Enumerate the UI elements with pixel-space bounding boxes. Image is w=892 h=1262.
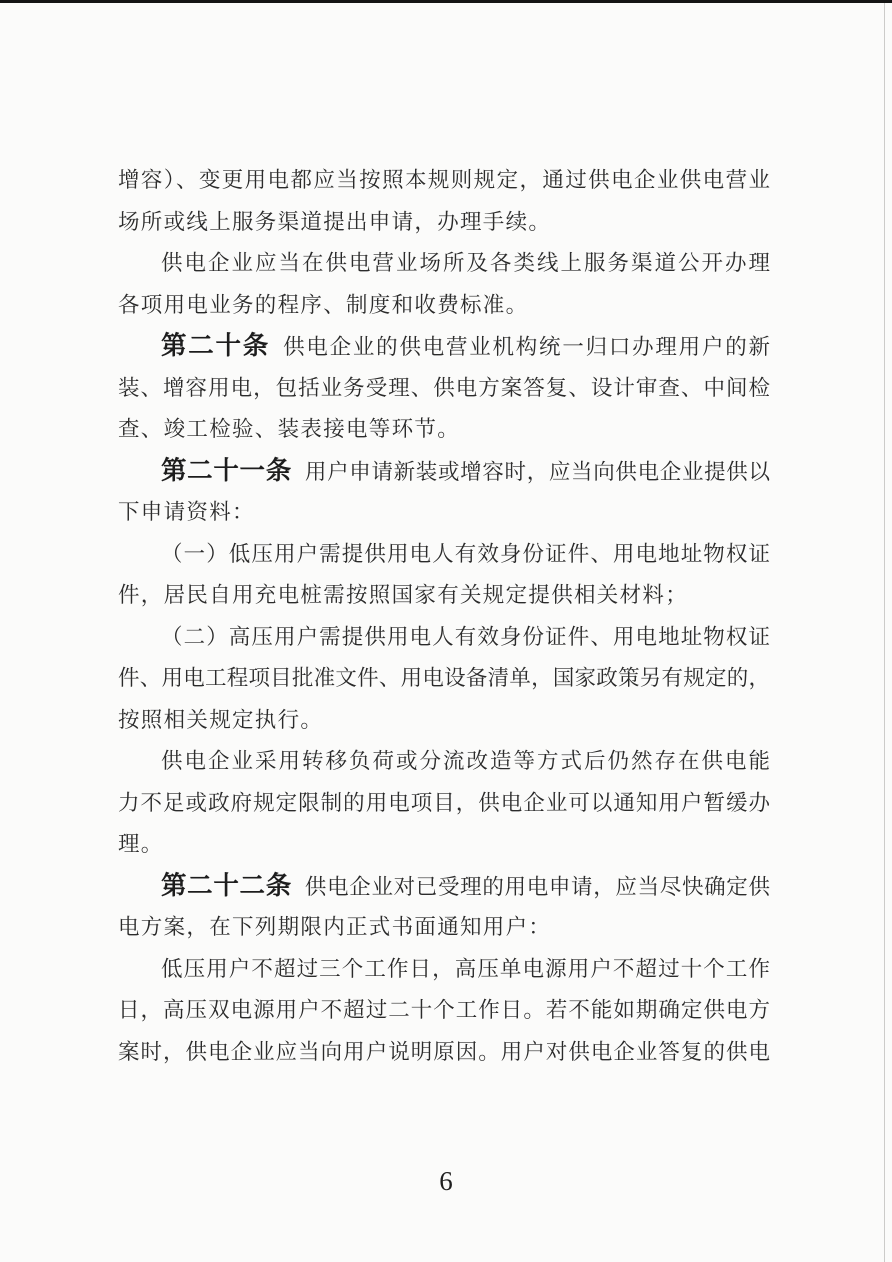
line-text: 用户申请新装或增容时，应当向供电企业提供以 [304,459,770,484]
document-body [118,160,770,1073]
text-line [118,202,770,244]
line-text: 供电企业应当在供电营业场所及各类线上服务渠道公开办理 [161,251,770,275]
text-line [118,243,770,285]
line-text: 场所或线上服务渠道提出申请，办理手续。 [118,209,552,234]
article-number-label: 第二十一条 [161,456,292,485]
text-line [118,492,770,534]
line-text: 案时，供电企业应当向用户说明原因。用户对供电企业答复的供电 [118,1039,770,1064]
text-line [118,741,770,783]
text-line [118,700,770,742]
text-line [118,368,770,410]
text-line [118,658,770,700]
line-text: 力不足或政府规定限制的用电项目，供电企业可以通知用户暂缓办 [118,790,770,815]
line-text: 供电企业对已受理的用电申请，应当尽快确定供 [304,874,770,899]
line-text: 供电企业的供电营业机构统一归口办理用户的新 [283,335,770,359]
page-number: 6 [439,1166,453,1196]
line-text: 理。 [118,832,164,856]
text-line [118,160,770,202]
text-line [118,534,770,576]
article-number-label: 第二十条 [161,332,271,360]
text-line [118,575,770,617]
line-text: 件、用电工程项目批准文件、用电设备清单，国家政策另有规定的， [118,666,770,690]
line-text: 低压用户不超过三个工作日，高压单电源用户不超过十个工作 [161,956,770,981]
article-number-label: 第二十二条 [161,871,292,900]
line-text: （二）高压用户需提供用电人有效身份证件、用电地址物权证 [161,624,770,649]
article-line [118,451,770,493]
text-line [118,783,770,825]
line-text: 增容）、变更用电都应当按照本规则规定，通过供电企业供电营业 [118,168,770,192]
line-text: 下申请资料： [118,500,255,524]
line-text: 日，高压双电源用户不超过二十个工作日。若不能如期确定供电方 [118,998,770,1022]
scan-edge-right [884,3,885,1262]
text-line [118,907,770,949]
line-text: 电方案，在下列期限内正式书面通知用户： [118,915,552,939]
text-line [118,824,770,866]
line-text: （一）低压用户需提供用电人有效身份证件、用电地址物权证 [161,541,770,566]
text-line [118,285,770,327]
text-line [118,1032,770,1074]
text-line [118,949,770,991]
text-line [118,409,770,451]
line-text: 各项用电业务的程序、制度和收费标准。 [118,292,529,317]
line-text: 装、增容用电，包括业务受理、供电方案答复、设计审查、中间检 [118,375,770,400]
line-text: 件，居民自用充电桩需按照国家有关规定提供相关材料； [118,583,689,607]
article-line [118,326,770,368]
line-text: 按照相关规定执行。 [118,707,324,732]
text-line [118,617,770,659]
line-text: 查、竣工检验、装表接电等环节。 [118,417,461,441]
article-line [118,866,770,908]
line-text: 供电企业采用转移负荷或分流改造等方式后仍然存在供电能 [161,749,770,773]
scan-edge-top [0,0,892,3]
text-line [118,990,770,1032]
